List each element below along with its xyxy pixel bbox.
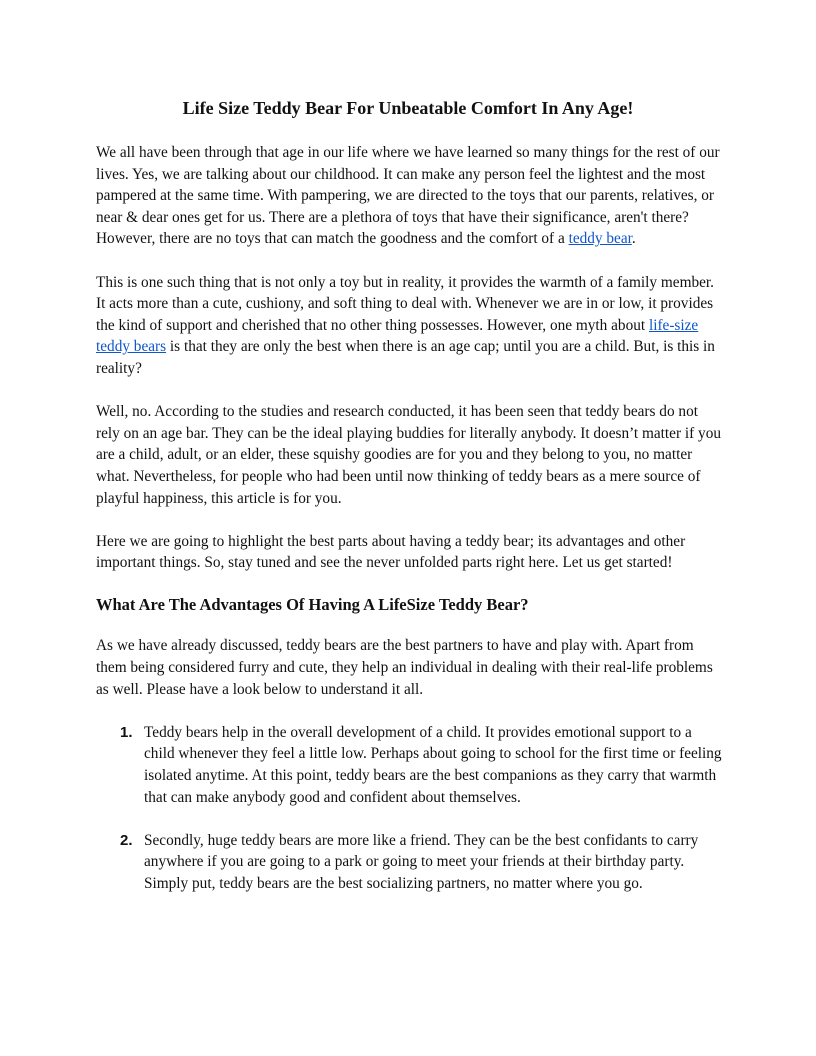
paragraph-age: Well, no. According to the studies and research conducted, it has been seen that teddy bears do not rely on an age bar. They can be the ideal playing buddies for literally anybody. It doesn’t matter if you are a child, adult, or an elder, these squishy goodies are for you and they belong to you, no matter what. Nevertheless, for people who had been until now thinking of teddy bears as a mere source of playful happiness, this article is for you. (96, 403, 721, 507)
paragraph-text: We all have been through that age in our life where we have learned so many things for the rest of our lives. Yes, we are talking about our childhood. It can make any person feel the lightest and the most pampered at the same time. With pampering, we are directed to the toys that our parents, relatives, or near & dear ones get for us. There are a plethora of toys that have their significance, aren't there? However, there are no toys that can match the goodness and the comfort of a (96, 144, 720, 248)
paragraph-intro (96, 142, 724, 250)
teddy-bear-link[interactable]: teddy bear (568, 230, 632, 248)
list-item-text: Secondly, huge teddy bears are more like a friend. They can be the best confidants to carry anywhere if you are going to a park or going to meet your friends at their birthday party. Simply put, teddy bears are the best socializing partners, no matter where you go. (144, 831, 699, 892)
section-intro: As we have already discussed, teddy bears are the best partners to have and play with. Apart from them being considered furry and cute, they help an individual in dealing with their real-life problems as well. Please have a look below to understand it all. (96, 637, 713, 698)
list-item (96, 830, 724, 895)
list-item-number: 1. (120, 723, 133, 741)
list-item (96, 722, 724, 808)
paragraph-highlight: Here we are going to highlight the best parts about having a teddy bear; its advantages and other important things. So, stay tuned and see the never unfolded parts right here. Let us get started! (96, 532, 686, 572)
life-size-teddy-bears-link[interactable]: life-size teddy bears (96, 316, 699, 356)
advantages-list (96, 722, 724, 895)
list-item-number: 2. (120, 831, 133, 849)
page-title: Life Size Teddy Bear For Unbeatable Comfort In Any Age! (182, 98, 634, 118)
paragraph-text: . (631, 230, 636, 248)
section-heading: What Are The Advantages Of Having A LifeSize Teddy Bear? (96, 595, 529, 615)
paragraph-text: This is one such thing that is not only a toy but in reality, it provides the warmth of a family member. It acts more than a cute, cushiony, and soft thing to deal with. Whenever we are in or low, it provides the kind of support and cherished that no other thing possesses. However, one myth about (96, 273, 714, 334)
list-item-text: Teddy bears help in the overall development of a child. It provides emotional support to a child whenever they feel a little low. Perhaps about going to school for the first time or feeling isolated anytime. At this point, teddy bears are the best companions as they carry that warmth that can make anybody good and confident about themselves. (144, 723, 722, 806)
document-body (96, 142, 724, 916)
paragraph-myth (96, 272, 724, 380)
paragraph-text: is that they are only the best when there is an age cap; until you are a child. But, is this in reality? (96, 338, 715, 377)
